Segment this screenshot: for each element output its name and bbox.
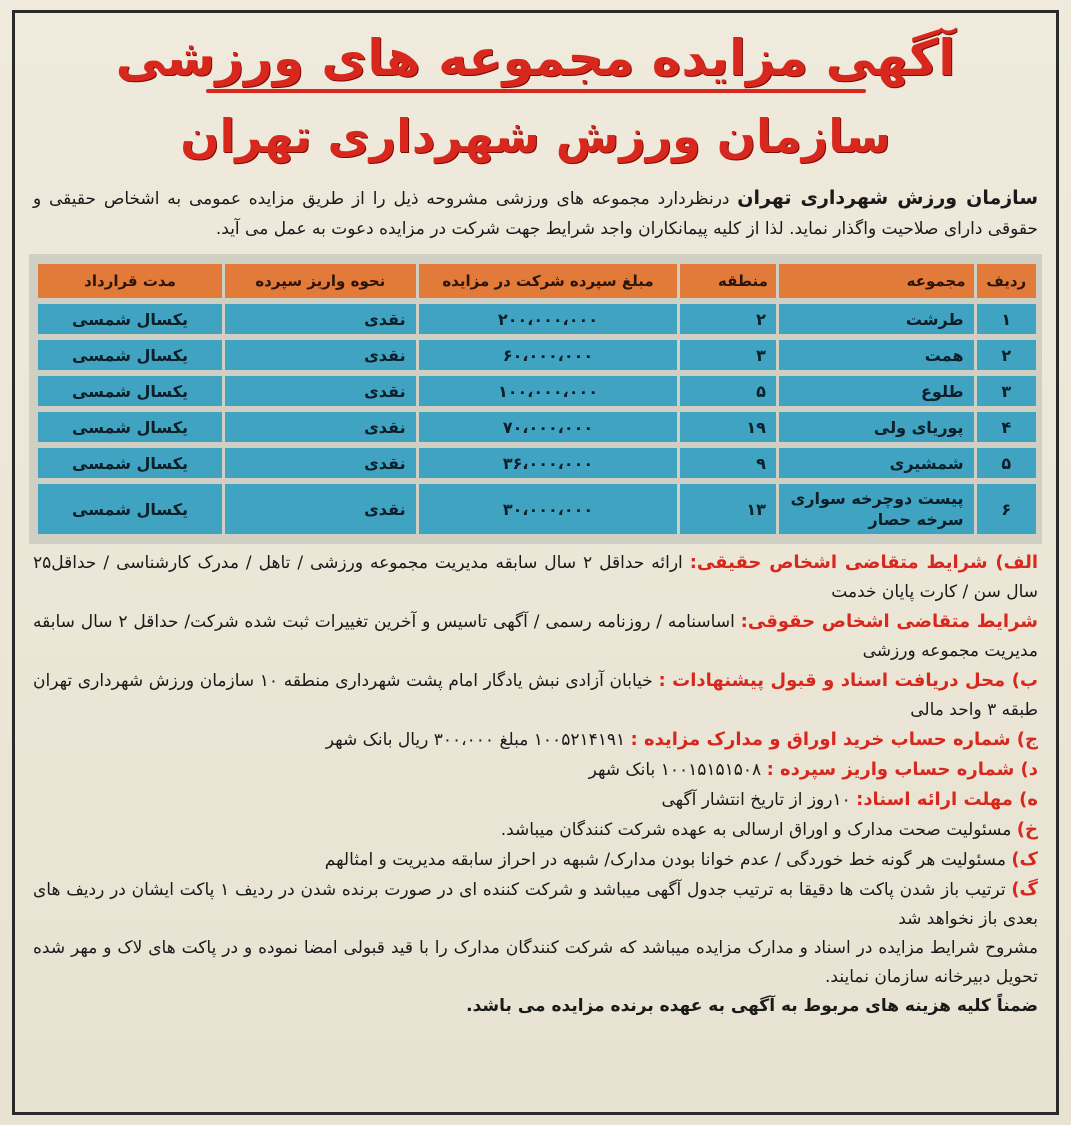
condition-a2 — [33, 607, 1038, 666]
cell-zone: ۵ — [677, 376, 775, 406]
condition-g-text: ترتیب باز شدن پاکت ها دقیقا به ترتیب جدول آگهی میباشد و شرکت کننده ای در صورت برنده شدن در ردیف ۱ پاکت ایشان در ردیف های بعدی باز نخواهد شد — [33, 880, 1038, 929]
cell-name: شمشیری — [776, 448, 974, 478]
header-payment: نحوه واریز سپرده — [222, 264, 416, 298]
cell-zone: ۹ — [677, 448, 775, 478]
cell-zone: ۱۹ — [677, 412, 775, 442]
header-amount: مبلغ سپرده شرکت در مزایده — [416, 264, 678, 298]
table-row — [35, 484, 1036, 534]
condition-b — [33, 666, 1038, 725]
intro-org: سازمان ورزش شهرداری تهران — [737, 187, 1039, 209]
cell-amount: ۲۰۰،۰۰۰،۰۰۰ — [416, 304, 678, 334]
cell-zone: ۲ — [677, 304, 775, 334]
condition-c-text: ۱۰۰۵۲۱۴۱۹۱ مبلغ ۳۰۰،۰۰۰ ریال بانک شهر — [325, 730, 626, 750]
cell-name: طلوع — [776, 376, 974, 406]
advertisement-frame — [12, 10, 1059, 1115]
cell-amount: ۶۰،۰۰۰،۰۰۰ — [416, 340, 678, 370]
cell-name: پیست دوچرخه سواری سرخه حصار — [776, 484, 974, 534]
header-zone: منطقه — [677, 264, 775, 298]
cell-amount: ۱۰۰،۰۰۰،۰۰۰ — [416, 376, 678, 406]
condition-kh — [33, 815, 1038, 845]
conditions — [33, 548, 1038, 1021]
condition-k — [33, 845, 1038, 875]
table-row — [35, 340, 1036, 370]
condition-g — [33, 875, 1038, 934]
condition-final: ضمناً کلیه هزینه های مربوط به آگهی به عهده برنده مزایده می باشد. — [466, 996, 1038, 1016]
condition-b-label: ب) محل دریافت اسناد و قبول پیشنهادات : — [658, 670, 1039, 691]
condition-b-text: خیابان آزادی نبش یادگار امام پشت شهرداری منطقه ۱۰ سازمان ورزش شهرداری تهران طبقه ۳ واحد مالی — [33, 671, 1038, 720]
condition-a — [33, 548, 1038, 607]
cell-payment: نقدی — [222, 304, 416, 334]
table-row — [35, 412, 1036, 442]
intro-text: درنظردارد مجموعه های ورزشی مشروحه ذیل را از طریق مزایده عمومی به اشخاص حقیقی و حقوقی دارای صلاحیت واگذار نماید. لذا از کلیه پیمانکاران واجد شرایط جهت شرکت در مزایده دعوت به عمل می آید. — [33, 189, 1038, 239]
cell-name: طرشت — [776, 304, 974, 334]
table-header-row — [35, 264, 1036, 298]
ad-subtitle: سازمان ورزش شهرداری تهران — [180, 109, 891, 163]
cell-idx: ۱ — [974, 304, 1036, 334]
cell-duration: یکسال شمسی — [35, 340, 222, 370]
cell-payment: نقدی — [222, 448, 416, 478]
condition-kh-label: خ) — [1016, 819, 1038, 840]
cell-payment: نقدی — [222, 484, 416, 534]
condition-a2-label: شرایط متقاضی اشخاص حقوقی: — [740, 611, 1039, 632]
condition-a-text: ارائه حداقل ۲ سال سابقه مدیریت مجموعه ورزشی / تاهل / مدرک کارشناسی / حداقل۲۵ سال سن / کارت پایان خدمت — [33, 553, 1038, 602]
cell-name: پوریای ولی — [776, 412, 974, 442]
table-row — [35, 448, 1036, 478]
header-name: مجموعه — [776, 264, 974, 298]
header-idx: ردیف — [974, 264, 1036, 298]
condition-d — [33, 755, 1038, 785]
condition-a-label: الف) شرایط متقاضی اشخاص حقیقی: — [689, 552, 1039, 573]
cell-idx: ۲ — [974, 340, 1036, 370]
condition-c-label: ج) شماره حساب خرید اوراق و مدارک مزایده : — [630, 729, 1038, 750]
cell-payment: نقدی — [222, 340, 416, 370]
table-row — [35, 376, 1036, 406]
cell-duration: یکسال شمسی — [35, 412, 222, 442]
condition-extra: مشروح شرایط مزایده در اسناد و مدارک مزایده میباشد که شرکت کنندگان مدارک را با قید قبولی امضا نموده و در پاکت های لاک و مهر شده تحویل دبیرخانه سازمان نمایند. — [33, 938, 1038, 987]
intro-paragraph — [33, 183, 1038, 244]
cell-duration: یکسال شمسی — [35, 376, 222, 406]
cell-idx: ۵ — [974, 448, 1036, 478]
condition-d-text: ۱۰۰۱۵۱۵۱۵۰۸ بانک شهر — [588, 760, 762, 780]
condition-d-label: د) شماره حساب واریز سپرده : — [766, 759, 1038, 780]
cell-amount: ۳۶،۰۰۰،۰۰۰ — [416, 448, 678, 478]
cell-idx: ۳ — [974, 376, 1036, 406]
cell-payment: نقدی — [222, 412, 416, 442]
table-row — [35, 304, 1036, 334]
condition-g-label: گ) — [1011, 879, 1038, 900]
cell-idx: ۴ — [974, 412, 1036, 442]
condition-k-text: مسئولیت هر گونه خط خوردگی / عدم خوانا بودن مدارک/ شبهه در احراز سابقه مدیریت و امثالهم — [324, 850, 1006, 870]
ad-title: آگهی مزایده مجموعه های ورزشی — [115, 29, 956, 87]
condition-e-text: ۱۰روز از تاریخ انتشار آگهی — [661, 790, 851, 810]
cell-amount: ۳۰،۰۰۰،۰۰۰ — [416, 484, 678, 534]
condition-e — [33, 785, 1038, 815]
title-underline — [206, 89, 866, 93]
cell-zone: ۱۳ — [677, 484, 775, 534]
condition-k-label: ک) — [1011, 849, 1038, 870]
cell-zone: ۳ — [677, 340, 775, 370]
cell-duration: یکسال شمسی — [35, 304, 222, 334]
condition-e-label: ه) مهلت ارائه اسناد: — [856, 789, 1038, 810]
condition-a2-text: اساسنامه / روزنامه رسمی / آگهی تاسیس و آخرین تغییرات ثبت شده شرکت/ حداقل ۲ سال سابقه مدیریت مجموعه ورزشی — [33, 612, 1038, 661]
condition-kh-text: مسئولیت صحت مدارک و اوراق ارسالی به عهده شرکت کنندگان میباشد. — [500, 820, 1012, 840]
cell-duration: یکسال شمسی — [35, 448, 222, 478]
cell-idx: ۶ — [974, 484, 1036, 534]
cell-duration: یکسال شمسی — [35, 484, 222, 534]
cell-name: همت — [776, 340, 974, 370]
header-duration: مدت قرارداد — [35, 264, 222, 298]
auction-table — [29, 254, 1042, 544]
cell-payment: نقدی — [222, 376, 416, 406]
cell-amount: ۷۰،۰۰۰،۰۰۰ — [416, 412, 678, 442]
condition-c — [33, 725, 1038, 755]
